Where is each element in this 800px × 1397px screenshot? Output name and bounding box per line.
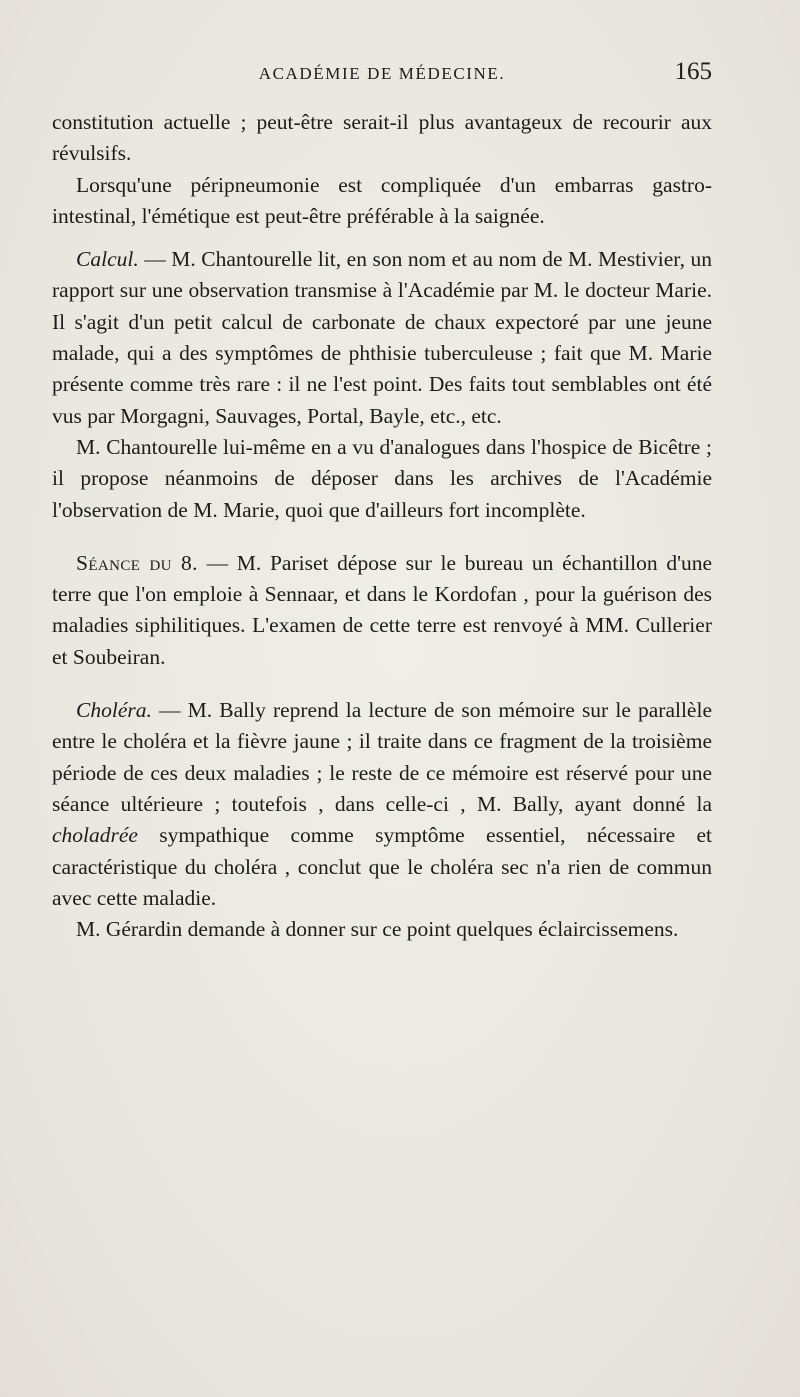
running-title: ACADÉMIE DE MÉDECINE. [258, 64, 506, 83]
section-lead-calcul: Calcul. [76, 247, 139, 272]
paragraph-seance [52, 548, 712, 673]
paragraph-chantourelle [52, 432, 712, 526]
section-lead-cholera: Choléra. [76, 698, 152, 723]
page-number: 165 [674, 58, 712, 85]
running-head [52, 60, 712, 90]
section-lead-seance: Séance du 8. [76, 550, 198, 575]
paragraph-text: M. Chantourelle lui-même en a vu d'analogues dans l'hospice de Bicêtre ; il propose néanmoins de déposer dans les archives de l'Académie l'observation de M. Marie, quoi que d'ailleurs fort incomplète. [52, 434, 712, 522]
paragraph-text: — M. Chantourelle lit, en son nom et au nom de M. Mestivier, un rapport sur une observation transmise à l'Académie par M. le docteur Marie. Il s'agit d'un petit calcul de carbonate de chaux expectoré par une jeune malade, qui a des symptômes de phthisie tuberculeuse ; fait que M. Marie présente comme très rare : il ne l'est point. Des faits tout semblables ont été vus par Morgagni, Sauvages, Portal, Bayle, etc., etc. [52, 247, 712, 428]
paragraph-calcul [52, 244, 712, 432]
paragraph-text: constitution actuelle ; peut-être serait-il plus avantageux de recourir aux révulsifs. [52, 110, 712, 166]
paragraph-text: M. Gérardin demande à donner sur ce point quelques éclaircissemens. [76, 917, 679, 942]
paragraph-peripneumonie [52, 170, 712, 233]
body-text [52, 107, 712, 945]
paragraph-continuation [52, 107, 712, 170]
paragraph-cholera [52, 695, 712, 914]
paragraph-text: sympathique comme symptôme essentiel, nécessaire et caractéristique du choléra , conclut que le choléra sec n'a rien de commun avec cette maladie. [52, 823, 712, 910]
paragraph-text: Lorsqu'une péripneumonie est compliquée d'un embarras gastro-intestinal, l'émétique est peut-être préférable à la saignée. [52, 172, 712, 228]
paragraph-text: — M. Bally reprend la lecture de son mémoire sur le parallèle entre le choléra et la fièvre jaune ; il traite dans ce fragment de la troisième période de ces deux maladies ; le reste de ce mémoire est réservé pour une séance ultérieure ; toutefois , dans celle-ci , M. Bally, ayant donné la [52, 698, 712, 816]
paragraph-text: — M. Pariset dépose sur le bureau un échantillon d'une terre que l'on emploie à Sennaar, et dans le Kordofan , pour la guérison des maladies siphilitiques. L'examen de cette terre est renvoyé à MM. Cullerier et Soubeiran. [52, 550, 712, 669]
paragraph-gerardin [52, 914, 712, 945]
emphasis-word: choladrée [52, 823, 138, 848]
